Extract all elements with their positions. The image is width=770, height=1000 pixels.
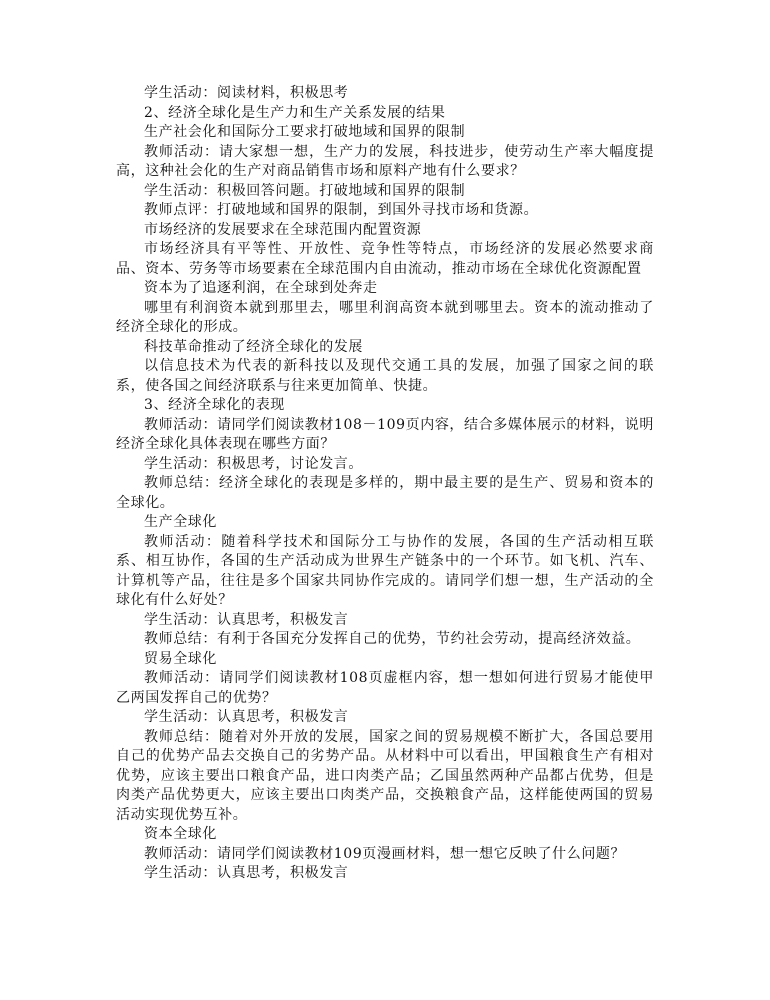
subheading: 资本全球化 bbox=[144, 826, 217, 842]
paragraph: 教师活动：请同学们阅读教材109页漫画材料，想一想它反映了什么问题？ bbox=[144, 845, 626, 862]
section-heading: 2、经济全球化是生产力和生产关系发展的结果 bbox=[144, 104, 446, 121]
paragraph: 哪里有利润资本就到那里去，哪里利润高资本就到哪里去。资本的流动推动了经济全球化的形成。 bbox=[116, 299, 654, 335]
paragraph: 市场经济具有平等性、开放性、竞争性等特点，市场经济的发展必然要求商品、资本、劳务等市场要素在全球范围内自由流动，推动市场在全球优化资源配置 bbox=[116, 241, 654, 277]
paragraph: 教师活动：请同学们阅读教材108页虚框内容，想一想如何进行贸易才能使甲乙两国发挥自己的优势？ bbox=[116, 670, 654, 706]
subheading: 生产社会化和国际分工要求打破地域和国界的限制 bbox=[144, 124, 466, 140]
paragraph: 教师活动：请大家想一想，生产力的发展，科技进步，使劳动生产率大幅度提高，这种社会化的生产对商品销售市场和原料产地有什么要求？ bbox=[116, 143, 654, 179]
document-body bbox=[116, 84, 654, 884]
subheading: 生产全球化 bbox=[144, 514, 217, 530]
paragraph: 教师活动：请同学们阅读教材108－109页内容，结合多媒体展示的材料，说明经济全球化具体表现在哪些方面？ bbox=[116, 416, 654, 452]
paragraph: 学生活动：认真思考，积极发言 bbox=[144, 709, 349, 725]
paragraph: 教师总结：随着对外开放的发展，国家之间的贸易规模不断扩大，各国总要用自己的优势产品去交换自己的劣势产品。从材料中可以看出，甲国粮食生产有相对优势，应该主要出口粮食产品，进口肉类产品；乙国虽然两种产品都占优势，但是肉类产品优势更大，应该主要出口肉类产品，交换粮食产品，这样能使两国的贸易活动实现优势互补。 bbox=[116, 728, 654, 823]
paragraph: 学生活动：阅读材料，积极思考 bbox=[144, 85, 349, 101]
subheading: 贸易全球化 bbox=[144, 650, 217, 667]
paragraph: 学生活动：积极回答问题。打破地域和国界的限制 bbox=[144, 182, 466, 199]
paragraph: 以信息技术为代表的新科技以及现代交通工具的发展，加强了国家之间的联系，使各国之间经济联系与往来更加简单、快捷。 bbox=[116, 358, 654, 394]
paragraph: 教师总结：经济全球化的表现是多样的，期中最主要的是生产、贸易和资本的全球化。 bbox=[116, 475, 654, 511]
subheading: 资本为了追逐利润，在全球到处奔走 bbox=[144, 280, 378, 296]
paragraph: 教师总结：有利于各国充分发挥自己的优势，节约社会劳动，提高经济效益。 bbox=[144, 631, 641, 647]
subheading: 市场经济的发展要求在全球范围内配置资源 bbox=[144, 221, 422, 238]
paragraph: 教师活动：随着科学技术和国际分工与协作的发展，各国的生产活动相互联系、相互协作，各国的生产活动成为世界生产链条中的一个环节。如飞机、汽车、计算机等产品，往往是多个国家共同协作完成的。请同学们想一想，生产活动的全球化有什么好处？ bbox=[116, 533, 654, 608]
paragraph: 学生活动：认真思考，积极发言 bbox=[144, 611, 349, 628]
paragraph: 学生活动：认真思考，积极发言 bbox=[144, 865, 349, 881]
paragraph: 学生活动：积极思考，讨论发言。 bbox=[144, 455, 363, 472]
section-heading: 3、经济全球化的表现 bbox=[144, 397, 285, 413]
subheading: 科技革命推动了经济全球化的发展 bbox=[144, 338, 363, 355]
paragraph: 教师点评：打破地域和国界的限制，到国外寻找市场和货源。 bbox=[144, 202, 539, 218]
